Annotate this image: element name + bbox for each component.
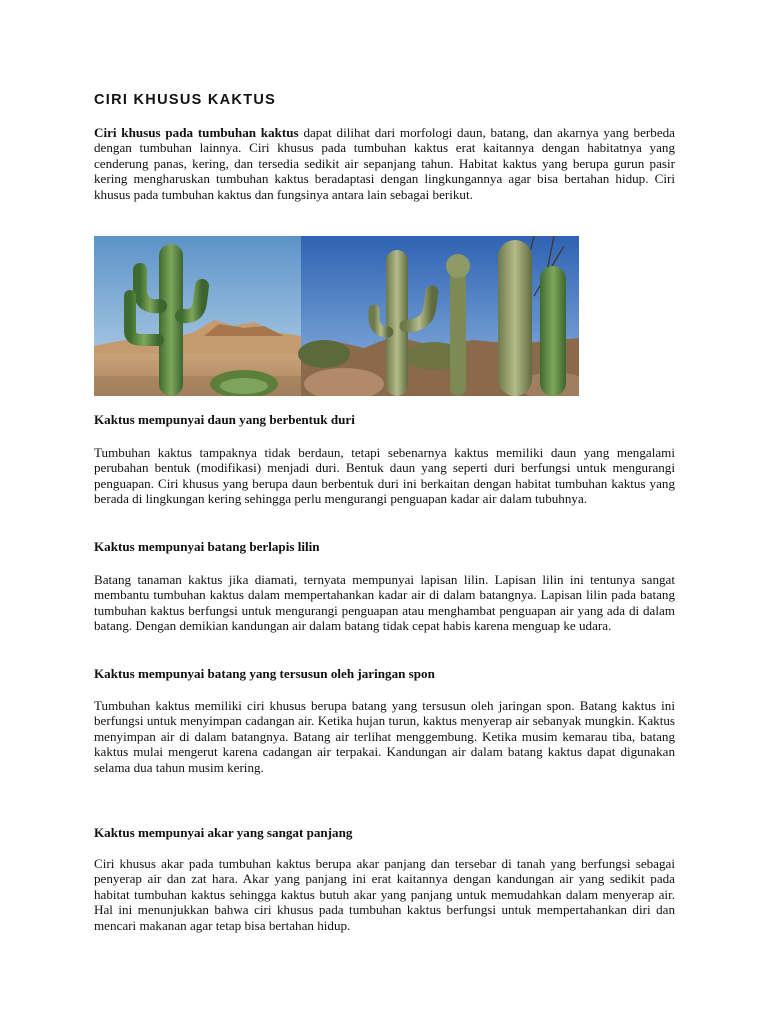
section-heading-3: Kaktus mempunyai batang yang tersusun oleh jaringan spon — [94, 666, 435, 681]
intro-paragraph — [94, 125, 675, 202]
page-title: CIRI KHUSUS KAKTUS — [94, 92, 277, 108]
cactus-photos — [94, 236, 579, 396]
left-photo — [94, 236, 301, 396]
intro-bold-lead: Ciri khusus pada tumbuhan kaktus — [94, 125, 299, 140]
cactus-photo-illustration — [94, 236, 579, 396]
section-body-3: Tumbuhan kaktus memiliki ciri khusus berupa batang yang tersusun oleh jaringan spon. Batang kaktus ini berfungsi untuk menyimpan cadangan air. Ketika hujan turun, kaktus menyerap air sebanyak mungkin. Kaktus menyimpan air di dalam batangnya. Batang air terlihat menggembung. Ketika musim kemarau tiba, batang kaktus mulai mengerut karena cadangan air terpakai. Kandungan air dalam batang kaktus dapat digunakan selama dua tahun musim kering. — [94, 698, 675, 775]
right-photo — [298, 236, 579, 396]
section-heading-1: Kaktus mempunyai daun yang berbentuk duri — [94, 412, 355, 427]
section-body-1: Tumbuhan kaktus tampaknya tidak berdaun, tetapi sebenarnya kaktus memiliki daun yang mengalami perubahan bentuk (modifikasi) menjadi duri. Bentuk daun yang seperti duri berfungsi untuk mengurangi penguapan. Ciri khusus yang berupa daun berbentuk duri ini berkaitan dengan habitat tumbuhan kaktus yang berada di lingkungan kering sehingga perlu mengurangi penguapan kadar air dalam tubuhnya. — [94, 445, 675, 507]
section-heading-4: Kaktus mempunyai akar yang sangat panjang — [94, 825, 353, 840]
intro-text: dapat dilihat dari morfologi daun, batang, dan akarnya yang berbeda dengan tumbuhan lainnya. Ciri khusus pada tumbuhan kaktus erat kaitannya dengan habitatnya yang cenderung panas, kering, dan tersedia sedikit air sepanjang tahun. Habitat kaktus yang berupa gurun pasir kering mengharuskan tumbuhan kaktus beradaptasi dengan lingkungannya agar bisa bertahan hidup. Ciri khusus pada tumbuhan kaktus dan fungsinya antara lain sebagai berikut. — [94, 125, 675, 202]
section-heading-2: Kaktus mempunyai batang berlapis lilin — [94, 539, 320, 554]
section-body-4: Ciri khusus akar pada tumbuhan kaktus berupa akar panjang dan tersebar di tanah yang berfungsi sebagai penyerap air dan zat hara. Akar yang panjang ini erat kaitannya dengan kandungan air yang sedikit pada habitat tumbuhan kaktus sehingga kaktus butuh akar yang panjang untuk memudahkan dalam menyerap air. Hal ini menunjukkan bahwa ciri khusus pada tumbuhan kaktus berfungsi untuk mempertahankan diri dan mencari makanan agar tetap bisa bertahan hidup. — [94, 856, 675, 933]
section-body-2: Batang tanaman kaktus jika diamati, ternyata mempunyai lapisan lilin. Lapisan lilin ini tentunya sangat membantu tumbuhan kaktus dalam mempertahankan kadar air di dalam batangnya. Lapisan lilin pada batang tumbuhan kaktus berfungsi untuk mengurangi penguapan atau menghambat penguapan air yang ada di dalam batang. Dengan demikian kandungan air dalam batang tidak cepat habis karena menguap ke udara. — [94, 572, 675, 634]
